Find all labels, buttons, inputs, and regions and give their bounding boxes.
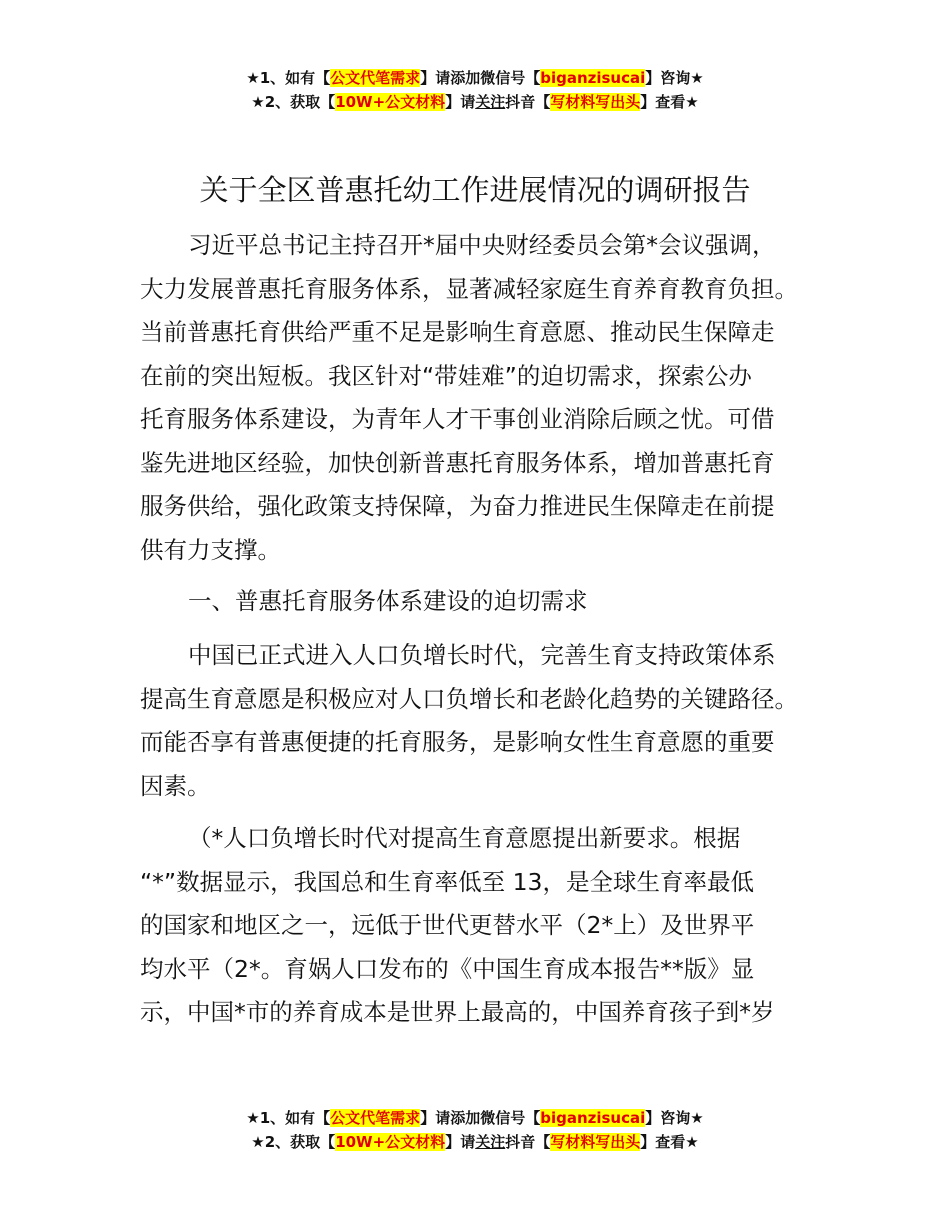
paragraph-section-1 bbox=[140, 634, 820, 808]
text-line: 托育服务体系建设，为青年人才干事创业消除后顾之忧。可借 bbox=[140, 405, 775, 433]
banner-line-1 bbox=[0, 1106, 950, 1130]
banner-text: 抖音【 bbox=[505, 93, 551, 111]
banner-text: ★1、如有【 bbox=[246, 1109, 331, 1127]
banner-underlined: 关注 bbox=[475, 93, 506, 111]
banner-text: 】请 bbox=[445, 1133, 476, 1151]
banner-highlight: biganzisucai bbox=[540, 1109, 646, 1127]
banner-line-1 bbox=[0, 66, 950, 90]
header-banner bbox=[0, 66, 950, 114]
text-line: 而能否享有普惠便捷的托育服务，是影响女性生育意愿的重要 bbox=[140, 728, 775, 756]
heading-text: 一、普惠托育服务体系建设的迫切需求 bbox=[188, 587, 588, 615]
text-line: 服务供给，强化政策支持保障，为奋力推进民生保障走在前提 bbox=[140, 492, 775, 520]
text-line: 当前普惠托育供给严重不足是影响生育意愿、推动民生保障走 bbox=[140, 318, 775, 346]
text-line: （*人口负增长时代对提高生育意愿提出新要求。根据 bbox=[188, 824, 741, 852]
banner-highlight: 写材料写出头 bbox=[550, 93, 641, 111]
text-line: 示，中国*市的养育成本是世界上最高的，中国养育孩子到*岁 bbox=[140, 998, 775, 1026]
paragraph-subsection bbox=[140, 817, 820, 1035]
banner-text: 】请添加微信号【 bbox=[420, 1109, 541, 1127]
banner-line-2 bbox=[0, 1130, 950, 1154]
text-line: 大力发展普惠托育服务体系，显著减轻家庭生育养育教育负担。 bbox=[140, 274, 798, 303]
banner-line-2 bbox=[0, 90, 950, 114]
section-heading bbox=[140, 580, 820, 624]
banner-text: 】咨询★ bbox=[645, 69, 704, 87]
banner-text: 】查看★ bbox=[640, 93, 699, 111]
banner-highlight: 公文代笔需求 bbox=[330, 1109, 421, 1127]
text-line: “*”数据显示，我国总和生育率低至 13，是全球生育率最低 bbox=[140, 867, 754, 896]
banner-text: 】咨询★ bbox=[645, 1109, 704, 1127]
banner-highlight: 10W+公文材料 bbox=[335, 93, 446, 111]
banner-text: 】请 bbox=[445, 93, 476, 111]
text-line: 的国家和地区之一，远低于世代更替水平（2*上）及世界平 bbox=[140, 911, 755, 939]
document-title: 关于全区普惠托幼工作进展情况的调研报告 bbox=[199, 173, 751, 207]
text-line: 供有力支撑。 bbox=[140, 535, 281, 564]
text-line: 习近平总书记主持召开*届中央财经委员会第*会议强调， bbox=[188, 231, 776, 259]
banner-text: 】查看★ bbox=[640, 1133, 699, 1151]
text-line: 均水平（2*。育娲人口发布的《中国生育成本报告**版》显 bbox=[140, 954, 755, 983]
footer-banner bbox=[0, 1106, 950, 1154]
text-line: 提高生育意愿是积极应对人口负增长和老龄化趋势的关键路径。 bbox=[140, 684, 798, 713]
banner-highlight: biganzisucai bbox=[540, 69, 646, 87]
banner-text: ★1、如有【 bbox=[246, 69, 331, 87]
banner-text: ★2、获取【 bbox=[251, 1133, 336, 1151]
banner-highlight: 公文代笔需求 bbox=[330, 69, 421, 87]
text-line: 中国已正式进入人口负增长时代，完善生育支持政策体系 bbox=[188, 641, 776, 669]
banner-highlight: 10W+公文材料 bbox=[335, 1133, 446, 1151]
banner-text: ★2、获取【 bbox=[251, 93, 336, 111]
text-line: 因素。 bbox=[140, 771, 211, 800]
text-line: 鉴先进地区经验，加快创新普惠托育服务体系，增加普惠托育 bbox=[140, 448, 775, 477]
banner-underlined: 关注 bbox=[475, 1133, 506, 1151]
banner-text: 】请添加微信号【 bbox=[420, 69, 541, 87]
text-line: 在前的突出短板。我区针对“带娃难”的迫切需求，探索公办 bbox=[140, 361, 752, 390]
banner-highlight: 写材料写出头 bbox=[550, 1133, 641, 1151]
banner-text: 抖音【 bbox=[505, 1133, 551, 1151]
paragraph-intro bbox=[140, 224, 820, 572]
